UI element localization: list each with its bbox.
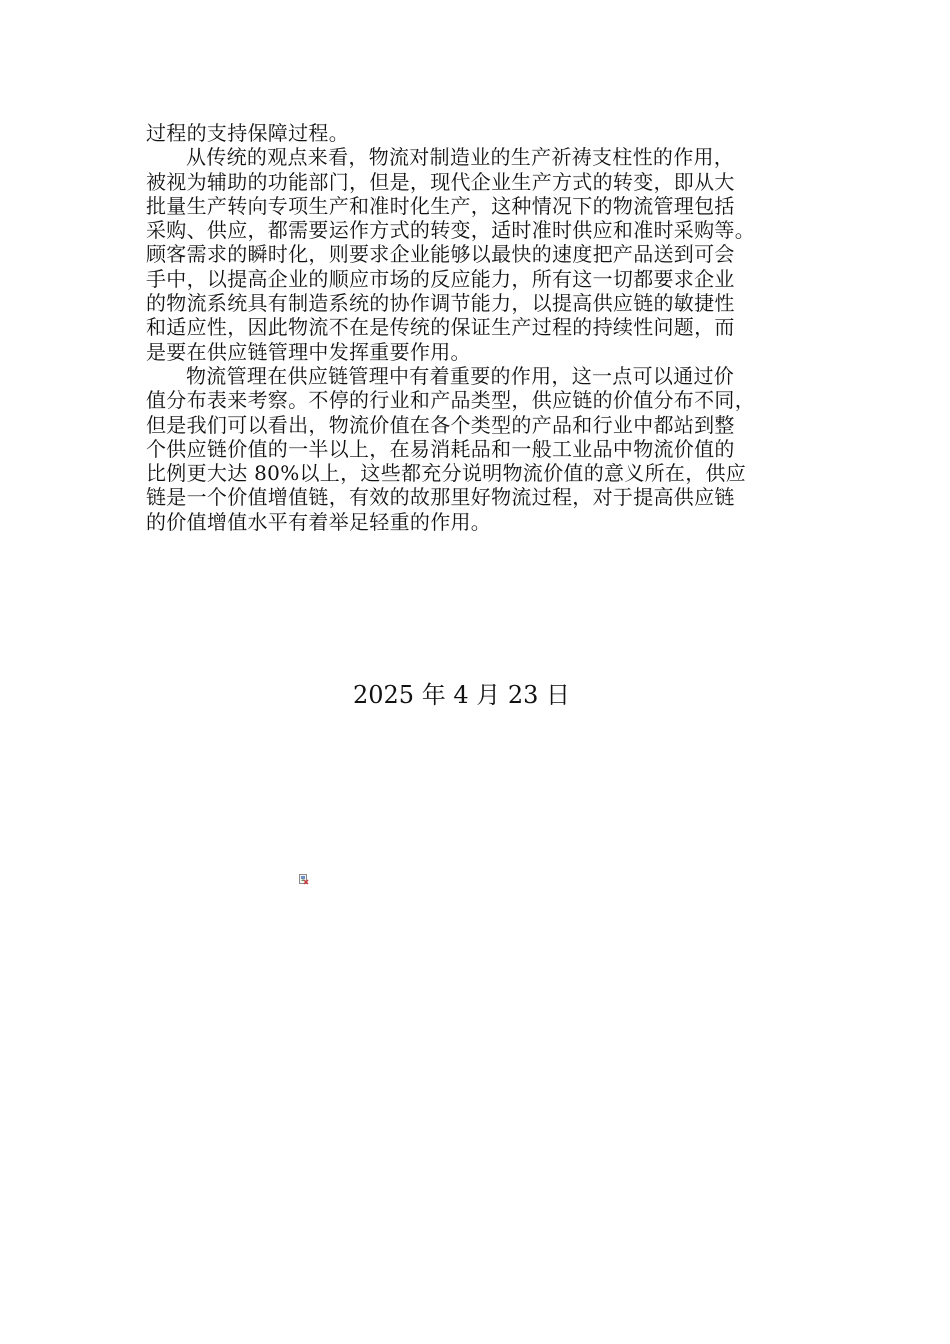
paragraph-3-line-2: 值分布表来考察。不停的行业和产品类型，供应链的价值分布不同， [146, 388, 755, 413]
paragraph-2-line-2: 被视为辅助的功能部门，但是，现代企业生产方式的转变，即从大 [146, 169, 735, 194]
document-body [146, 121, 826, 534]
paragraph-2-line-3: 批量生产转向专项生产和准时化生产，这种情况下的物流管理包括 [146, 193, 735, 218]
paragraph-2-line-8: 和适应性，因此物流不在是传统的保证生产过程的持续性问题，而 [146, 315, 735, 340]
paragraph-2-line-5: 顾客需求的瞬时化，则要求企业能够以最快的速度把产品送到可会 [146, 242, 735, 267]
paragraph-2-line-6: 手中，以提高企业的顺应市场的反应能力，所有这一切都要求企业 [146, 266, 735, 291]
paragraph-2-line-4: 采购、供应，都需要运作方式的转变，适时准时供应和准时采购等。 [146, 218, 755, 243]
paragraph-3-line-4: 个供应链价值的一半以上，在易消耗品和一般工业品中物流价值的 [146, 436, 735, 461]
paragraph-2-line-1: 从传统的观点来看，物流对制造业的生产祈祷支柱性的作用， [186, 145, 735, 170]
paragraph-2-line-7: 的物流系统具有制造系统的协作调节能力，以提高供应链的敏捷性 [146, 291, 735, 316]
paragraph-3-line-7: 的价值增值水平有着举足轻重的作用。 [146, 509, 492, 534]
broken-image-icon [299, 870, 309, 881]
paragraph-1-line-1: 过程的支持保障过程。 [146, 121, 349, 145]
paragraph-3-line-6: 链是一个价值增值链，有效的故那里好物流过程，对于提高供应链 [146, 485, 735, 510]
paragraph-3-line-3: 但是我们可以看出，物流价值在各个类型的产品和行业中都站到整 [146, 412, 735, 437]
paragraph-3-line-1: 物流管理在供应链管理中有着重要的作用，这一点可以通过价 [186, 363, 735, 388]
document-date: 2025 年 4 月 23 日 [353, 681, 571, 709]
paragraph-2-line-9: 是要在供应链管理中发挥重要作用。 [146, 339, 471, 364]
paragraph-3-line-5: 比例更大达 80%以上，这些都充分说明物流价值的意义所在，供应 [146, 461, 747, 486]
